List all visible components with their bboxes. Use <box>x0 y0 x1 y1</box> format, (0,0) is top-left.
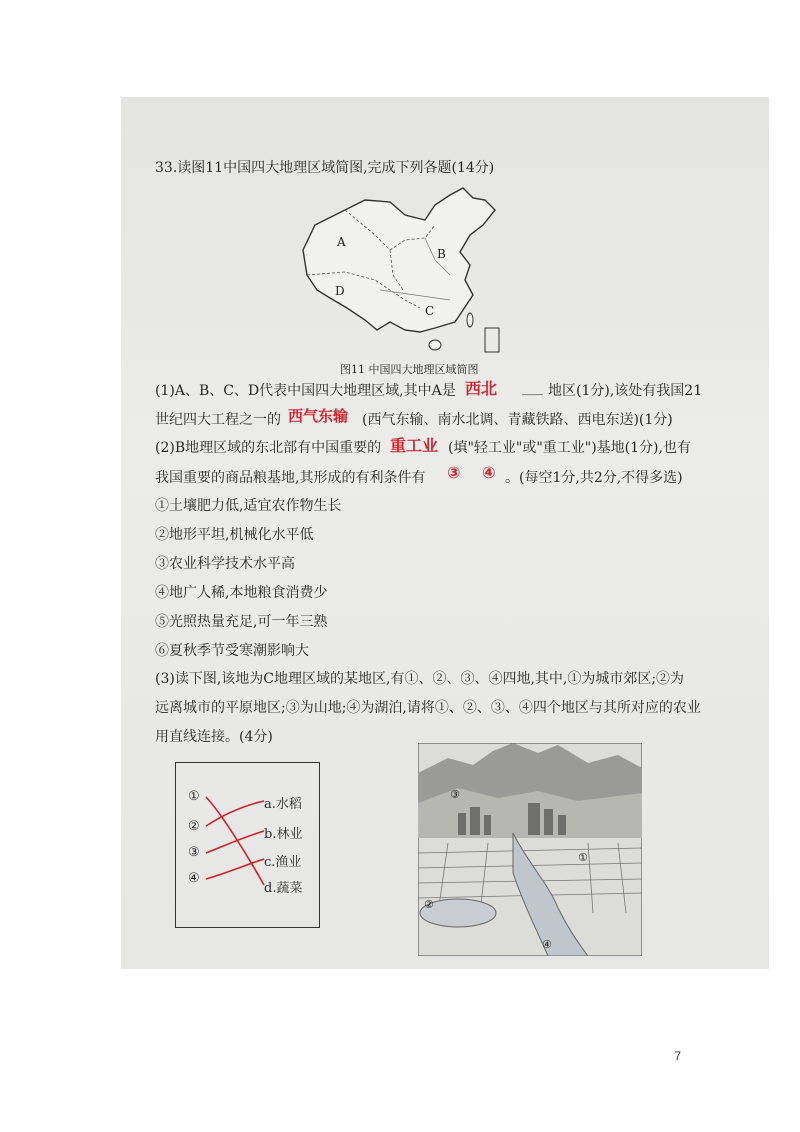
part2-line2-prefix: 我国重要的商品粮基地,其形成的有利条件有 <box>155 470 426 486</box>
answer-region-a: 西北 <box>465 379 498 398</box>
answer-condition-1: ③ <box>447 463 461 482</box>
part3-line2: 远离城市的平原地区;③为山地;④为湖泊,请将①、②、③、④四个地区与其所对应的农业 <box>155 700 701 716</box>
hainan-island <box>429 340 441 350</box>
china-regions-map <box>285 180 517 360</box>
match-right-d: d.蔬菜 <box>264 881 303 896</box>
match-right-a: a.水稻 <box>264 797 302 812</box>
answer-condition-2: ④ <box>482 463 496 482</box>
illus-label-4: ④ <box>542 938 552 951</box>
answer-industry: 重工业 <box>390 436 439 455</box>
map-label-a: A <box>337 235 346 249</box>
match-left-1: ① <box>188 789 200 804</box>
match-left-4: ④ <box>188 871 200 886</box>
map-label-b: B <box>437 247 446 261</box>
landscape-illustration <box>418 743 642 956</box>
answer-project: 西气东输 <box>288 407 349 425</box>
illus-label-2: ② <box>424 898 434 911</box>
matching-lines <box>176 763 319 927</box>
option-1: ①土壤肥力低,适宜农作物生长 <box>155 498 342 514</box>
part2-line2-suffix: 。(每空1分,共2分,不得多选) <box>505 470 683 486</box>
match-left-2: ② <box>188 819 200 834</box>
matching-box <box>175 762 320 928</box>
option-4: ④地广人稀,本地粮食消费少 <box>155 585 328 601</box>
part1-line1-prefix: (1)A、B、C、D代表中国四大地理区域,其中A是 <box>155 383 456 399</box>
match-right-c: c.渔业 <box>264 855 302 870</box>
illus-label-1: ① <box>578 851 588 864</box>
part2-line1-suffix: (填"轻工业"或"重工业")基地(1分),也有 <box>448 440 691 456</box>
part1-line2-suffix: (西气东输、南水北调、青藏铁路、西电东送)(1分) <box>362 412 673 428</box>
map-caption: 图11 中国四大地理区域简图 <box>340 363 479 376</box>
part1-line2-prefix: 世纪四大工程之一的 <box>155 412 281 428</box>
match-left-3: ③ <box>188 845 200 860</box>
page-number: 7 <box>674 1049 681 1063</box>
match-line-3-b <box>206 831 264 853</box>
match-line-2-a <box>206 801 264 826</box>
part3-line1: (3)读下图,该地为C地理区域的某地区,有①、②、③、④四地,其中,①为城市郊区;②为 <box>155 671 685 687</box>
option-2: ②地形平坦,机械化水平低 <box>155 527 314 543</box>
part2-line1-prefix: (2)B地理区域的东北部有中国重要的 <box>155 440 382 456</box>
map-label-d: D <box>335 284 345 298</box>
question-title: 33.读图11中国四大地理区域简图,完成下列各题(14分) <box>155 160 495 176</box>
option-3: ③农业科学技术水平高 <box>155 556 295 572</box>
part1-line1-suffix: 地区(1分),该处有我国21 <box>548 383 703 399</box>
south-china-sea-inset <box>485 328 499 352</box>
part3-line3: 用直线连接。(4分) <box>155 729 273 745</box>
illus-label-3: ③ <box>450 788 460 801</box>
option-5: ⑤光照热量充足,可一年三熟 <box>155 614 328 630</box>
china-outline <box>303 188 495 332</box>
taiwan-island <box>467 313 473 327</box>
match-right-b: b.林业 <box>264 827 303 842</box>
option-6: ⑥夏秋季节受寒潮影响大 <box>155 643 309 659</box>
part1-blank: ___ <box>522 380 543 396</box>
map-label-c: C <box>425 304 435 318</box>
